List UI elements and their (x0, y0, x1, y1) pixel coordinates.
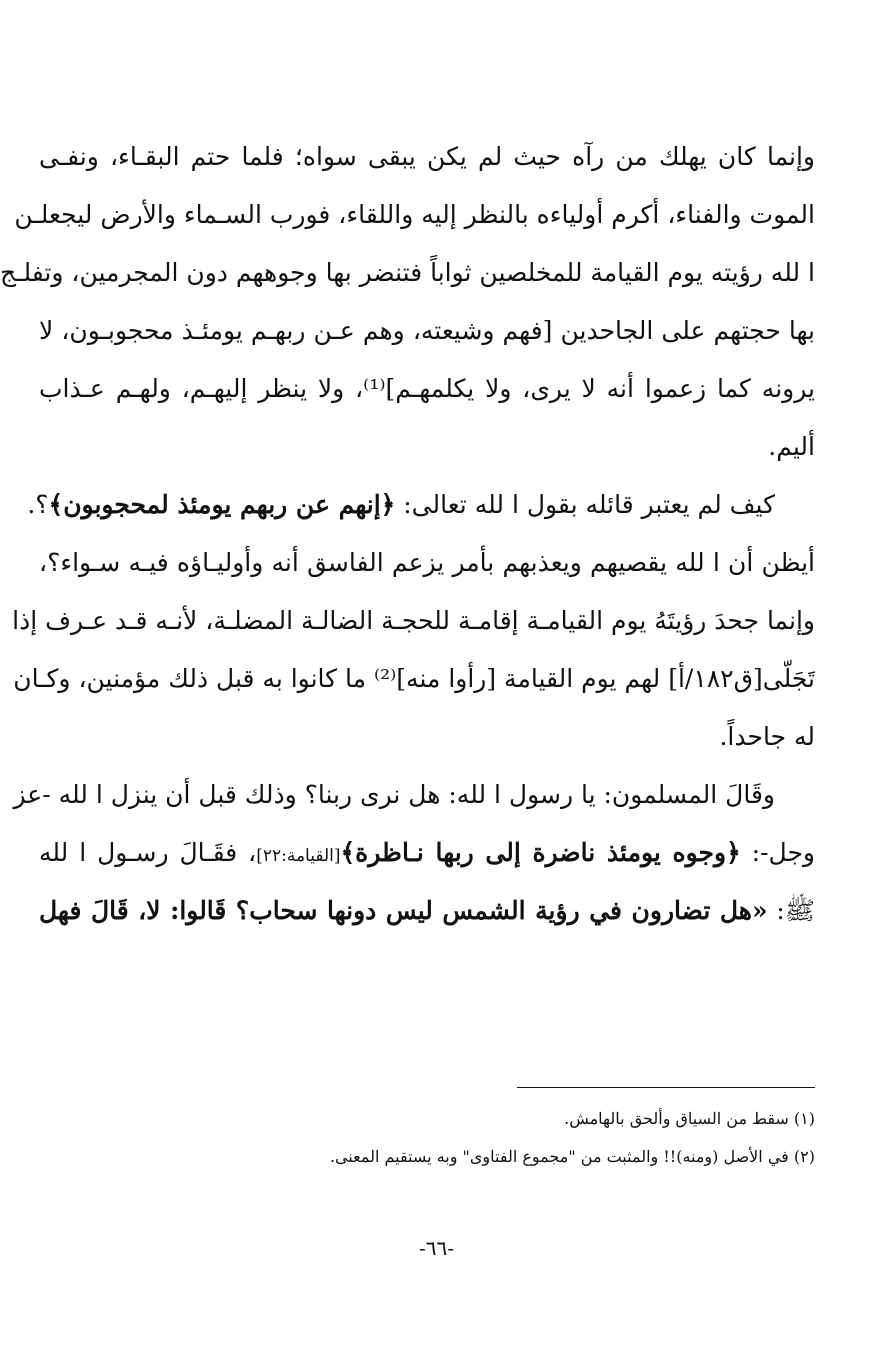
text-line: أيظن أن ا لله يقصيهم ويعذبهم بأمر يزعم الفاسق أنه وأوليـاؤه فيـه سـواء؟، (39, 548, 815, 577)
quran-verse: ﴿إنهم عن ربهم يومئذ لمحجوبون﴾ (48, 490, 396, 519)
verse-intro: وجل-: (740, 838, 815, 867)
text-line: يرونه كما زعموا أنه لا يرى، ولا يكلمهـم]⁽¹⁾، ولا ينظر إليهـم، ولهـم عـذاب (39, 374, 815, 403)
footnotes (39, 1100, 815, 1176)
text-line: الموت والفناء، أكرم أولياءه بالنظر إليه واللقاء، فورب السـماء والأرض ليجعلـن (14, 200, 815, 229)
text-line: له جاحداً. (719, 722, 815, 751)
text-line: ا لله رؤيته يوم القيامة للمخلصين ثواباً فتنضر بها وجوههم دون المجرمين، وتفلـج (0, 258, 815, 287)
main-text (0, 128, 816, 940)
salutation: ﷺ: (767, 896, 816, 925)
question-end: ؟. (27, 490, 49, 519)
hadith-line (39, 882, 815, 940)
question-text: كيف لم يعتبر قائله بقول ا لله تعالى: (395, 490, 775, 519)
footnote-2: (٢) في الأصل (ومنه)!! والمثبت من "مجموع الفتاوى" وبه يستقيم المعنى. (329, 1147, 815, 1166)
text-line: وقَالَ المسلمون: يا رسول ا لله: هل نرى ربنا؟ وذلك قبل أن ينزل ا لله -عز (13, 780, 775, 809)
hadith-text: «هل تضارون في رؤية الشمس ليس دونها سحاب؟ قَالوا: لا، قَالَ فهل (39, 896, 768, 925)
text-line: أليم. (768, 432, 815, 461)
text-line: تَجَلّى[ق١٨٢/أ] لهم يوم القيامة [رأوا منه]⁽²⁾ ما كانوا به قبل ذلك مؤمنين، وكـان (13, 664, 815, 693)
footnote-divider (517, 1087, 815, 1088)
text-line: بها حجتهم على الجاحدين [فهم وشيعته، وهم عـن ربهـم يومئـذ محجوبـون، لا (39, 316, 815, 345)
text-line: وإنما جحدَ رؤيتَهُ يوم القيامـة إقامـة للحجـة الضالـة المضلـة، لأنـه قـد عـرف إذا (12, 606, 815, 635)
text-line: وإنما كان يهلك من رآه حيث لم يكن يبقى سواه؛ فلما حتم البقـاء، ونفـى (39, 142, 815, 171)
footnote-1: (١) سقط من السياق وألحق بالهامش. (564, 1109, 815, 1128)
verse-reference: [القيامة:٢٢] (256, 846, 341, 866)
verse-continuation: ، فقَـالَ رسـول ا لله (39, 838, 257, 867)
quran-verse: ﴿وجوه يومئذ ناضرة إلى ربها نـاظرة﴾ (340, 838, 741, 867)
verse-line (39, 824, 815, 882)
paragraph-question (27, 476, 815, 534)
page-number: -٦٦- (418, 1236, 454, 1260)
